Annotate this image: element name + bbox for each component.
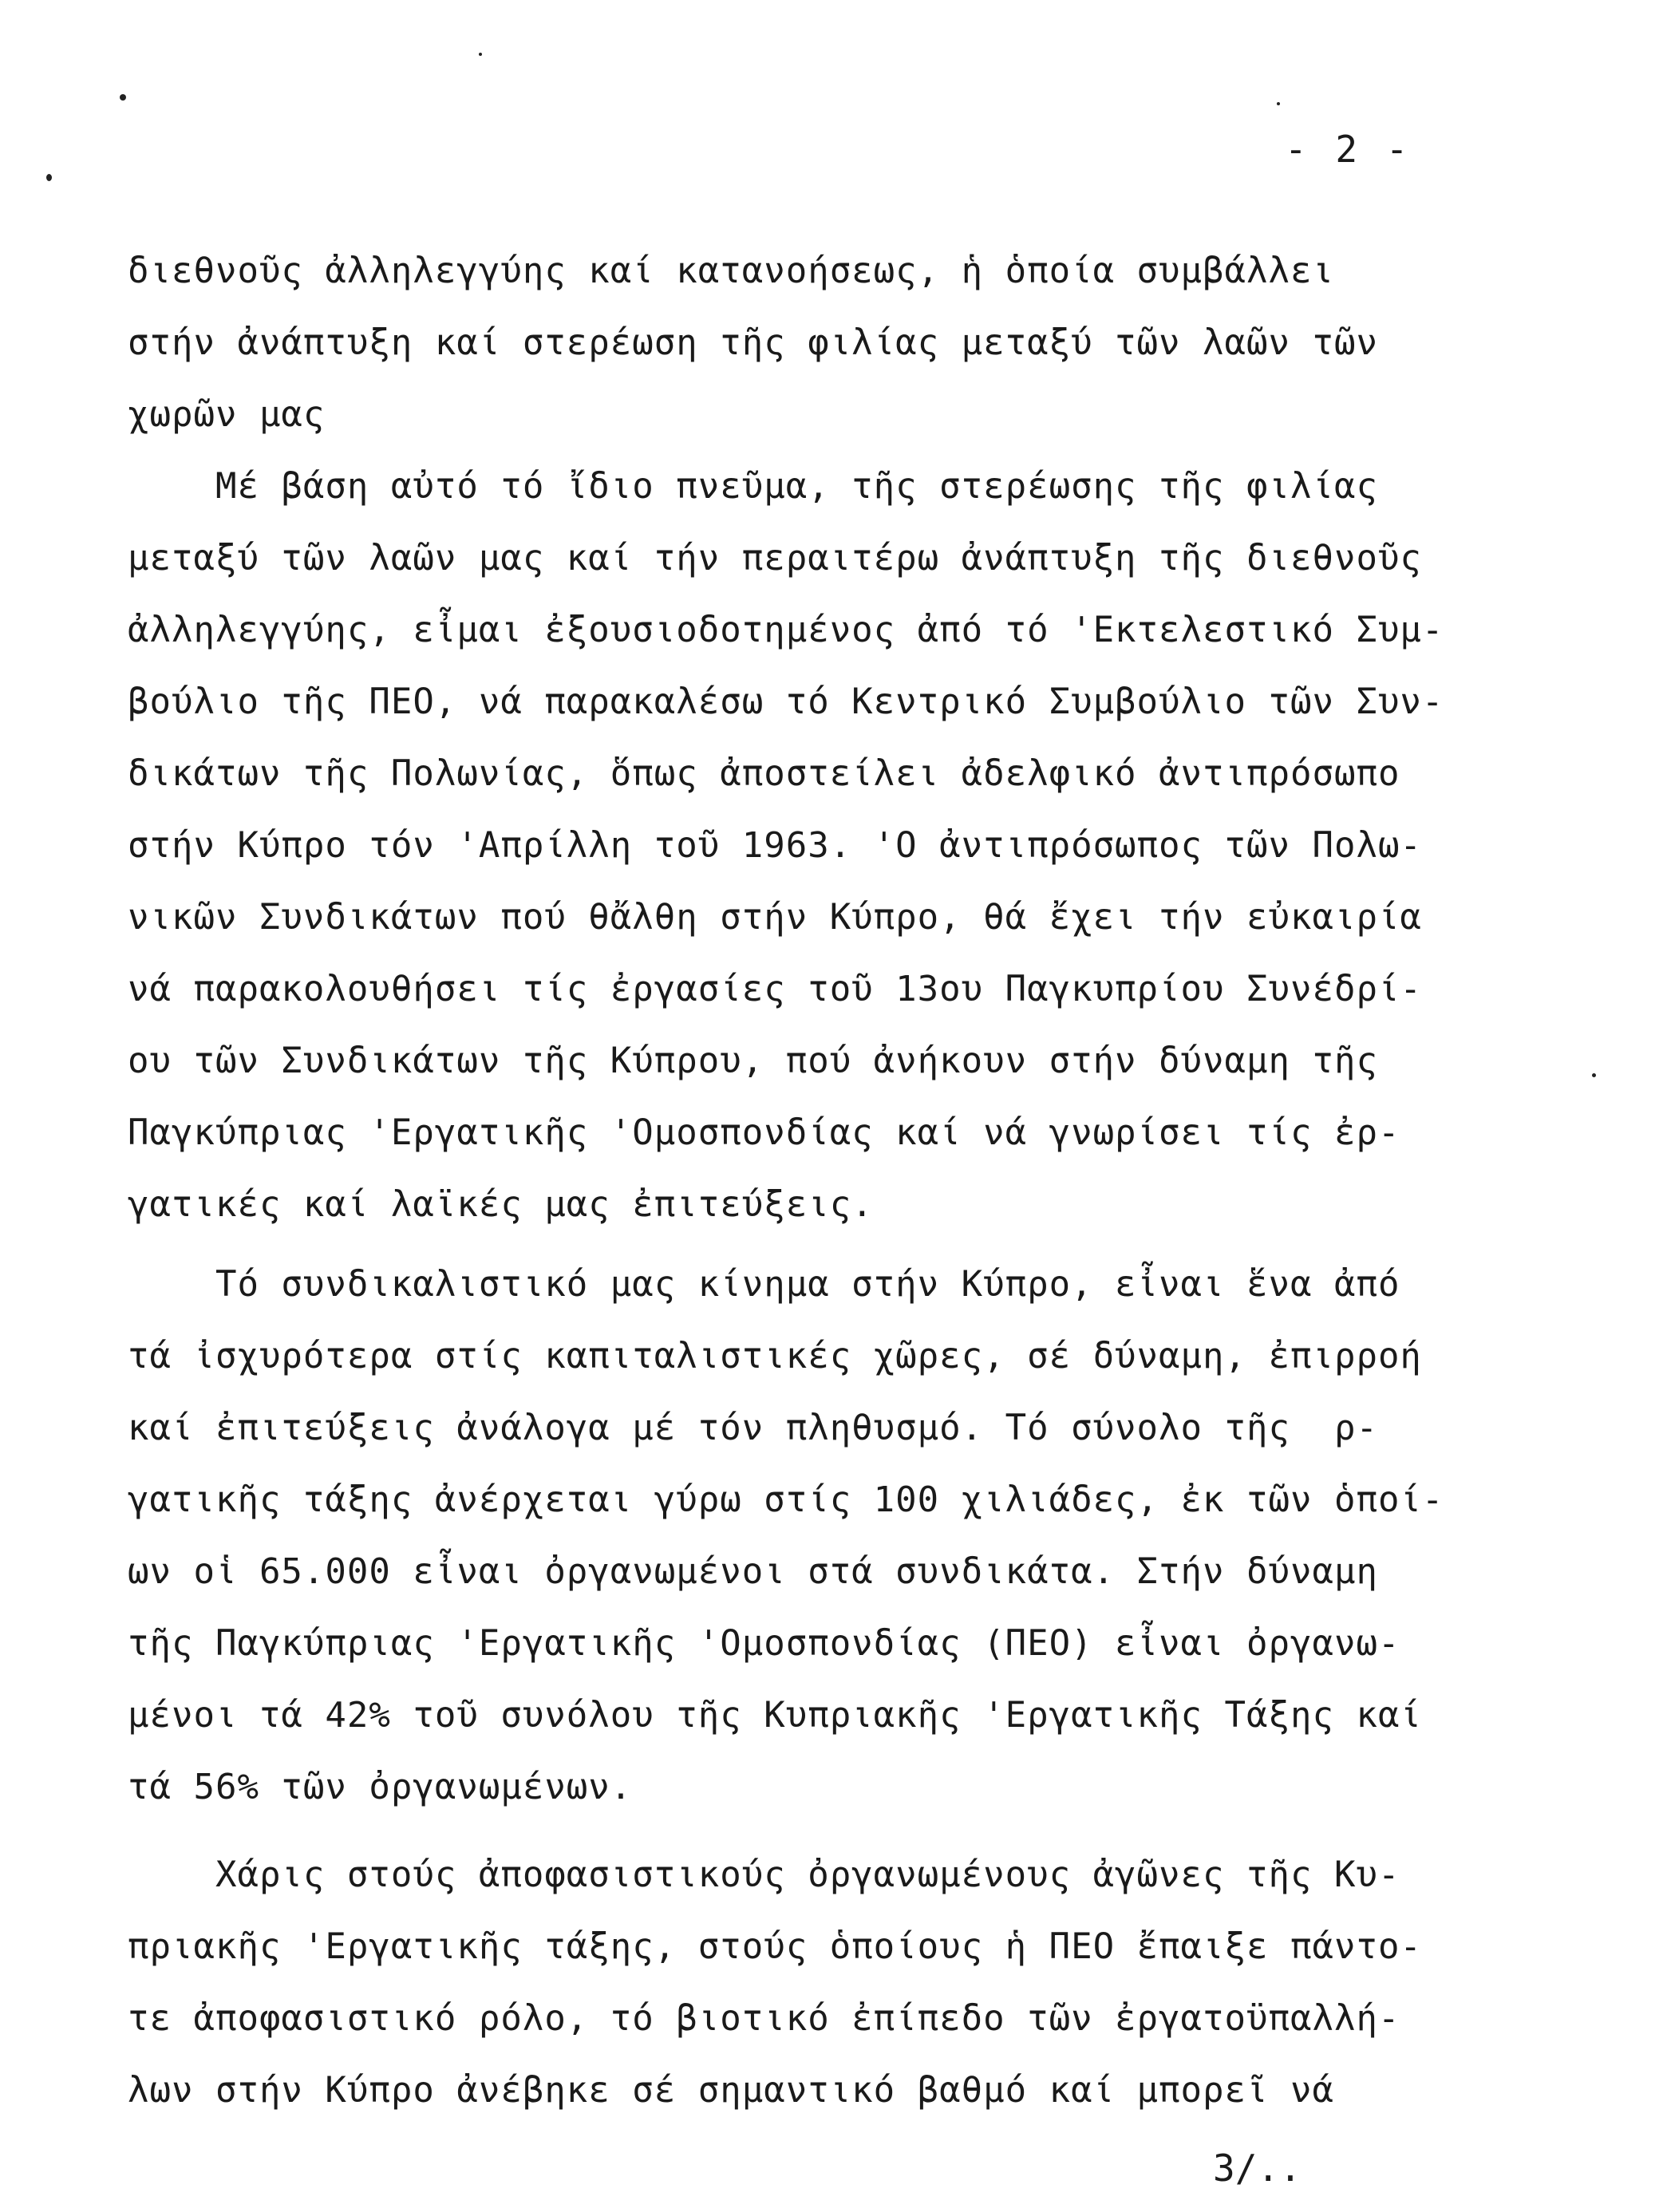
text-line: νά παρακολουθήσει τίς ἐργασίες τοῦ 13ου Παγκυπρίου Συνέδρί- xyxy=(128,969,1422,1009)
text-line: νικῶν Συνδικάτων πού θἄλθη στήν Κύπρο, θά ἔχει τήν εὐκαιρία xyxy=(128,897,1422,938)
text-line: ου τῶν Συνδικάτων τῆς Κύπρου, πού ἀνήκουν στήν δύναμη τῆς xyxy=(128,1041,1378,1081)
paper-speck xyxy=(479,53,482,56)
text-line: μένοι τά 42% τοῦ συνόλου τῆς Κυπριακῆς 'Εργατικῆς Τάξης καί xyxy=(128,1695,1422,1736)
text-line: Τό συνδικαλιστικό μας κίνημα στήν Κύπρο, εἶναι ἕνα ἀπό xyxy=(128,1264,1400,1305)
paper-speck xyxy=(1592,1073,1596,1077)
text-line: τά 56% τῶν ὀργανωμένων. xyxy=(128,1767,633,1807)
text-line: ων οἱ 65.000 εἶναι ὀργανωμένοι στά συνδικάτα. Στήν δύναμη xyxy=(128,1551,1378,1592)
paper-speck xyxy=(46,174,52,181)
text-line: μεταξύ τῶν λαῶν μας καί τήν περαιτέρω ἀνάπτυξη τῆς διεθνοῦς xyxy=(128,538,1422,579)
page-number: - 2 - xyxy=(1285,128,1412,171)
paper-speck xyxy=(120,94,126,101)
text-line: Χάρις στούς ἀποφασιστικούς ὀργανωμένους ἀγῶνες τῆς Κυ- xyxy=(128,1855,1400,1895)
text-line: ἀλληλεγγύης, εἶμαι ἐξουσιοδοτημένος ἀπό τό 'Εκτελεστικό Συμ- xyxy=(128,610,1444,650)
text-line: γατικῆς τάξης ἀνέρχεται γύρω στίς 100 χιλιάδες, ἐκ τῶν ὁποί- xyxy=(128,1479,1444,1520)
text-line: δικάτων τῆς Πολωνίας, ὅπως ἀποστείλει ἀδελφικό ἀντιπρόσωπο xyxy=(128,753,1400,794)
text-line: τῆς Παγκύπριας 'Εργατικῆς 'Ομοσπονδίας (ΠΕΟ) εἶναι ὀργανω- xyxy=(128,1623,1400,1664)
text-line: γατικές καί λαϊκές μας ἐπιτεύξεις. xyxy=(128,1184,874,1225)
text-line: Παγκύπριας 'Εργατικῆς 'Ομοσπονδίας καί νά γνωρίσει τίς ἐρ- xyxy=(128,1112,1400,1153)
text-line: καί ἐπιτεύξεις ἀνάλογα μέ τόν πληθυσμό. Τό σύνολο τῆς ρ- xyxy=(128,1408,1378,1448)
text-line: τά ἰσχυρότερα στίς καπιταλιστικές χῶρες, σέ δύναμη, ἐπιρροή xyxy=(128,1336,1422,1377)
text-line: διεθνοῦς ἀλληλεγγύης καί κατανοήσεως, ἡ ὁποία συμβάλλει xyxy=(128,251,1334,291)
text-line: Μέ βάση αὐτό τό ἴδιο πνεῦμα, τῆς στερέωσης τῆς φιλίας xyxy=(128,466,1378,507)
paper-speck xyxy=(1277,102,1280,105)
text-line: βούλιο τῆς ΠΕΟ, νά παρακαλέσω τό Κεντρικό Συμβούλιο τῶν Συν- xyxy=(128,681,1444,722)
text-line: πριακῆς 'Εργατικῆς τάξης, στούς ὁποίους ἡ ΠΕΟ ἔπαιξε πάντο- xyxy=(128,1926,1422,1967)
text-line: τε ἀποφασιστικό ρόλο, τό βιοτικό ἐπίπεδο τῶν ἐργατοϋπαλλή- xyxy=(128,1998,1400,2039)
text-line: στήν ἀνάπτυξη καί στερέωση τῆς φιλίας μεταξύ τῶν λαῶν τῶν xyxy=(128,322,1378,363)
continuation-marker: 3/.. xyxy=(1213,2147,1302,2190)
text-line: στήν Κύπρο τόν 'Απρίλλη τοῦ 1963. 'Ο ἀντιπρόσωπος τῶν Πολω- xyxy=(128,825,1422,866)
text-line: χωρῶν μας xyxy=(128,394,326,435)
text-line: λων στήν Κύπρο ἀνέβηκε σέ σημαντικό βαθμό καί μπορεῖ νά xyxy=(128,2070,1334,2111)
